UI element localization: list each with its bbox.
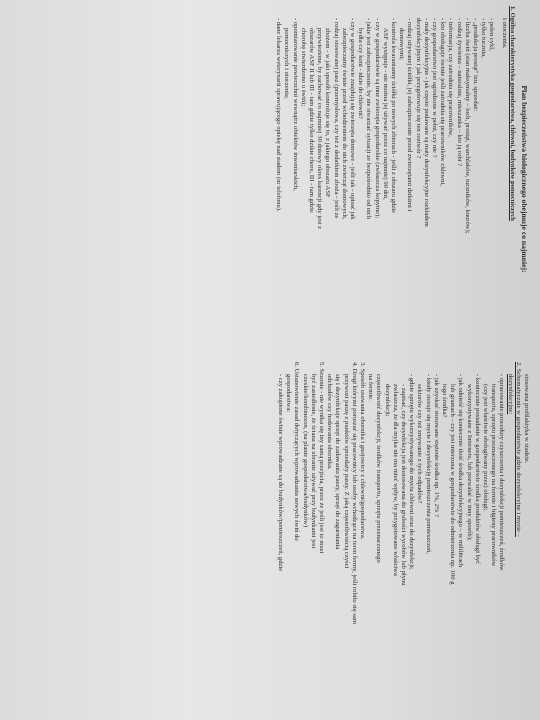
right-text-line: - zapisać, czy dezynfekcja jest dostosowana do grubości wyrobów lub płynu bbox=[399, 384, 407, 586]
right-text-line: - jak odnieść się koniecznie ilość środka dezynfekcyjnego – w mililitrach bbox=[457, 374, 465, 568]
left-text-line: - kontrola kwarantanny ściółki po nowych zbiorach - jeśli z obszaru gdzie bbox=[389, 18, 397, 214]
right-lines bbox=[276, 362, 530, 708]
right-text-line: przywozi paszę z punktów sprzedaży paszy. Z jaką częstotliwością czyści bbox=[342, 374, 350, 569]
right-text-line: - czy zakupione świnie wprowadzane są do budynków/pomieszczeń, gdzie bbox=[276, 374, 284, 572]
right-text-line: częstotliwość dezynfekcji, środków transportu, sprzętu przeznaczonego bbox=[375, 374, 383, 563]
right-text-line: transportu, sprzętu przeznaczonego na fermie i higieny pracowników bbox=[490, 384, 498, 567]
left-text-line: - rodzaj stosowanej pasz (przemysłowa, czy też z dodatkiem zboża - jeśli ze bbox=[332, 18, 340, 219]
left-text-line: - tylko tucznia, bbox=[480, 18, 488, 58]
right-text-line: na fermie. bbox=[367, 374, 375, 401]
right-text-line: 5. Sezonie - nie wynika się iny samą przejścia, przez że jeśli jest to musi bbox=[317, 362, 325, 554]
right-text-line: być zasiedlenie, że ściana na ubranie używać przy budynkami jest bbox=[309, 374, 317, 549]
right-text-line: odchodów czy hodowania obornika. bbox=[326, 374, 334, 470]
left-text-line: dezynfekcyjnym i jak przygotowuje się ten roztwór ? bbox=[414, 18, 422, 159]
right-column bbox=[276, 362, 530, 708]
right-text-line: się i dezynfekuje sprzęt do zadawania paszy, sprzęt do zagarniania bbox=[334, 374, 342, 550]
left-text-line: - pełen cykl, bbox=[488, 18, 496, 51]
right-text-line: 2. Schematycznie w gospodarstwie gdzie dezynfekcyjne i mycie – bbox=[514, 362, 522, 537]
left-column bbox=[274, 6, 530, 352]
right-text-line: (czy jest właściwie obsługiwany przez) obsługi; bbox=[481, 384, 489, 511]
left-text-line: - rodzaj używanej ściółki, jej zabezpieczenie przed zwierzętami dzikimi i bbox=[406, 18, 414, 212]
right-text-line: czeskie/kombinezon, (na planie gospodarstwa/budynków) bbox=[301, 374, 309, 528]
left-text-line: - liczba świń (stan maksymalny – loch, prosiąt, warchlaków, tuczników, knurów); bbox=[463, 18, 471, 234]
right-text-line: - koniecznie posiadanie w gospodarstwie środka produktów obsługi być bbox=[473, 374, 481, 565]
left-text-line: - „produkcja prosiąt" tzn. sprzedaż: bbox=[471, 18, 479, 112]
right-text-line: 6. Ustanowienie zasad dotyczących wprowadzania nowych świń do bbox=[293, 362, 301, 541]
left-text-line: zabezpieczamy świnie przed wchodzeniem do nich zwierząt domowych, bbox=[340, 28, 348, 220]
right-text-line: sektorów czy też zmywanie z tych odpadów? bbox=[416, 384, 424, 504]
right-text-line: dezynfekcyjne: bbox=[506, 374, 514, 415]
left-text-line: - mały dezynfekcyjne - jak często podawane są maty dezynfekcyjne rozkładem bbox=[422, 18, 430, 227]
left-text-line: chorobę stwierdzono u świń); bbox=[299, 28, 307, 107]
left-text-line: domowymi; bbox=[398, 28, 406, 60]
right-text-line: - gdzie sprzętu wykorzystywanego do mycia chlewni oraz do dezynfekcji; bbox=[408, 374, 416, 570]
left-text-line: zbożem - w jaki sposób kontroluje się to, z jakiego obszaru ASF bbox=[324, 28, 332, 198]
right-text-line: stosowana profilaktyka w stadzie. bbox=[523, 374, 530, 464]
right-text-line: wykorzystywane z Internetu, lub pozwalać w inny sposób); bbox=[465, 384, 473, 541]
right-text-line: zwłaszcza, że dla myjka nie ma mieć wpływ, by przygotowane właściwa bbox=[391, 384, 399, 576]
left-text-line: - informacja, czy zatrudnia się pracowników, bbox=[447, 18, 455, 137]
rotated-page bbox=[10, 6, 530, 718]
right-text-line: dezynfekcji; bbox=[383, 384, 391, 417]
right-text-line: - opracowanie procedury czyszczenia i dezynfekcji pomieszczeń, środków bbox=[498, 374, 506, 571]
right-text-line: - jak uzyskać stosowane stężenie środka np. 1%, 2% ? bbox=[432, 374, 440, 518]
right-text-line: 4. Drogi którymi poruszać się pracownicy lub osoby wchodzące na teren fermy, jeśli robiło się sam bbox=[350, 362, 358, 624]
left-text-line: - czy gospodarstwo jest ogrodzone w pełni, czy nie ? bbox=[430, 18, 438, 158]
left-text-line: - dane lekarza weterynarii sprawującego opiekę nad stadem (nr telefonu). bbox=[275, 18, 283, 212]
left-text-line: obszarów ASF II lub III - tam gdzie tylko dzikie chore, III - tam gdzie bbox=[307, 28, 315, 213]
left-text-line: 1. Ogólna charakterystyka gospodarstwa, chlewni, budynków pomocniczych bbox=[508, 6, 516, 221]
left-text-line: przywiezione, by zachować co najmniej 30 dniowy okres karencji gdy jest z bbox=[316, 28, 324, 230]
right-text-line: 3. Sposób usuwania obornika i gnojowicy z chlewni/gospodarstwa. bbox=[358, 362, 366, 540]
left-text-line: - jakie jest zabezpieczenie, by nie stwarzać sytuacji ze bezpośrednio od nich bbox=[365, 18, 373, 220]
left-text-line: i otoczenia. bbox=[500, 18, 508, 49]
left-text-line: - czy w gospodarstwie znajdują się zwierzęta domowe - jeśli tak - opisać jak bbox=[348, 18, 356, 220]
left-text-line: - kto obsługuje świnie jeśli zatrudnia się pracowników chlewni, bbox=[439, 18, 447, 186]
left-text-line: - czy w gospodarstwie są inne zwierzęta gospodarskie (zwłaszcza kopytne); bbox=[373, 18, 381, 219]
right-text-line: - kiedy stosuje się mycie i dezynfekcję pomieszczenia pomieszczeń, bbox=[424, 374, 432, 554]
left-text-line: pomocniczych i otoczenia; bbox=[283, 28, 291, 99]
left-text-line: bydła czy koni - idzie do chlewni? bbox=[357, 28, 365, 119]
document-title: Plan bezpieczeństwa biologicznego obejmuje co najmniej: bbox=[520, 85, 529, 273]
left-text-line: - rodzaj żywienia – naturalnie, mieszanka – kto ją robi ? bbox=[455, 18, 463, 167]
right-text-line: gospodarstwa: bbox=[285, 374, 293, 413]
left-text-line bbox=[495, 6, 499, 352]
left-text-line: ASF występuje - nie można jej używać przez co najmniej 90 dni, bbox=[381, 28, 389, 200]
left-text-line: - opomiarowanie powierzchni wewnątrz obiektów inwentarskich, bbox=[291, 18, 299, 191]
left-lines bbox=[274, 6, 516, 352]
right-text-line: lub gramach – czy jest mierzona w gospodarstwie do odmierzenia np. 100 g bbox=[449, 384, 457, 585]
right-text-line: tego środka? bbox=[440, 384, 448, 418]
